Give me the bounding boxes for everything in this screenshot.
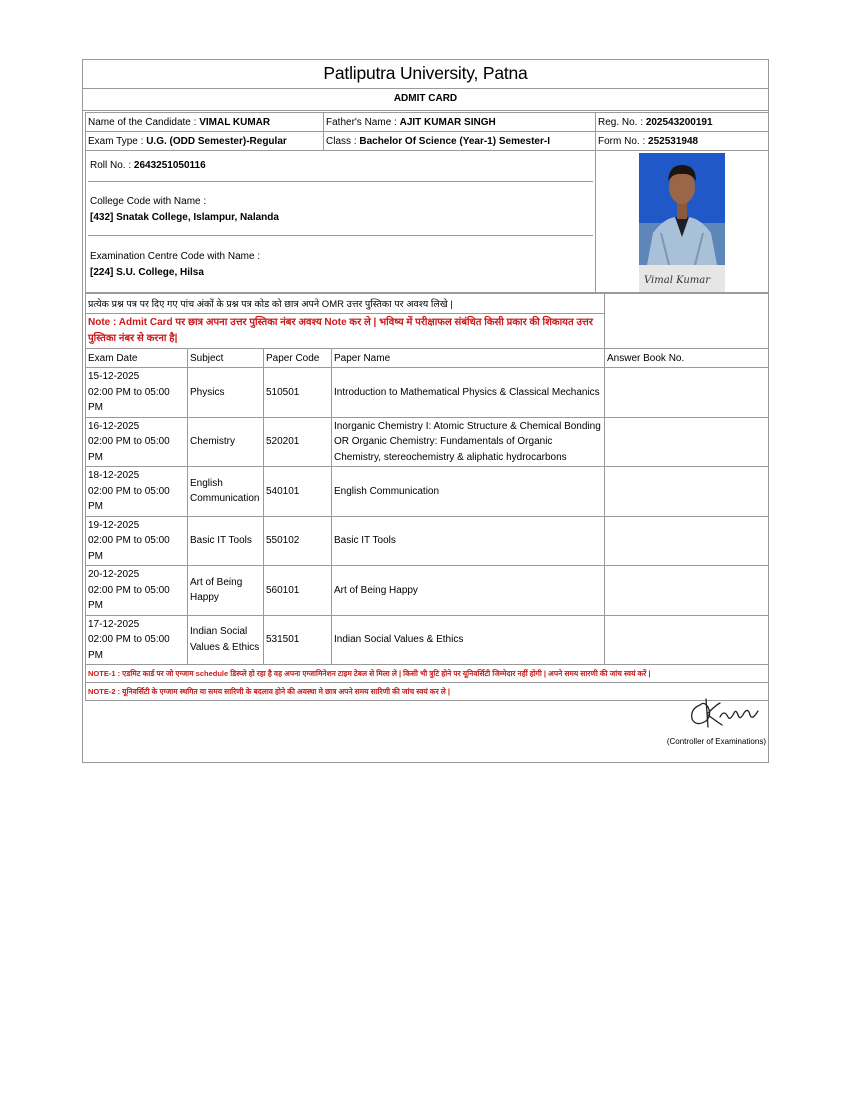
subject: Chemistry xyxy=(188,417,264,467)
form-no-cell xyxy=(596,132,769,151)
photo-cell xyxy=(596,151,769,293)
paper-name: Introduction to Mathematical Physics & Classical Mechanics xyxy=(332,368,605,418)
paper-name: Inorganic Chemistry I: Atomic Structure & Chemical Bonding OR Organic Chemistry: Fundamentals of Organic Chemistry, stereochemistry & aliphatic hydrocarbons xyxy=(332,417,605,467)
exam-date: 17-12-2025 xyxy=(88,618,140,630)
header-paper-code: Paper Code xyxy=(264,349,332,368)
exam-datetime xyxy=(86,467,188,517)
candidate-photo-image xyxy=(639,153,725,292)
class-cell xyxy=(324,132,596,151)
father-name-cell xyxy=(324,113,596,132)
photo-signature-text: Vimal Kumar xyxy=(644,275,710,286)
table-row xyxy=(86,615,769,665)
centre-label: Examination Centre Code with Name : xyxy=(90,251,261,262)
table-row xyxy=(86,368,769,418)
header-answer-book: Answer Book No. xyxy=(605,349,769,368)
instruction-blank-cell xyxy=(605,294,769,349)
father-name-label: Father's Name : xyxy=(326,116,400,128)
table-row xyxy=(86,516,769,566)
paper-code: 560101 xyxy=(264,566,332,616)
exam-datetime xyxy=(86,615,188,665)
form-no: 252531948 xyxy=(648,135,699,147)
exam-table-header xyxy=(86,349,769,368)
exam-time: 02:00 PM to 05:00 PM xyxy=(88,634,170,661)
paper-name: Art of Being Happy xyxy=(332,566,605,616)
candidate-photo xyxy=(639,153,725,292)
exam-time: 02:00 PM to 05:00 PM xyxy=(88,386,170,413)
table-row xyxy=(86,417,769,467)
reg-no-label: Reg. No. : xyxy=(598,116,646,128)
exam-datetime xyxy=(86,566,188,616)
paper-code: 520201 xyxy=(264,417,332,467)
controller-label: (Controller of Examinations) xyxy=(666,737,766,746)
table-row xyxy=(86,566,769,616)
centre-name: [224] S.U. College, Hilsa xyxy=(90,267,204,278)
exam-date: 18-12-2025 xyxy=(88,470,140,481)
roll-no: 2643251050116 xyxy=(133,160,206,171)
paper-name: Indian Social Values & Ethics xyxy=(332,615,605,665)
subject: Basic IT Tools xyxy=(188,516,264,566)
centre-row xyxy=(88,236,593,292)
exam-datetime xyxy=(86,368,188,418)
father-name: AJIT KUMAR SINGH xyxy=(399,116,496,128)
college-row xyxy=(88,182,593,236)
header-paper-name: Paper Name xyxy=(332,349,605,368)
answer-book-no xyxy=(605,566,769,616)
candidate-info-table xyxy=(85,112,769,293)
note-1: NOTE-1 : एडमिट कार्ड पर जो एग्जाम schedule डिस्प्ले हो रहा है वह अपना एग्जामिनेशन टाइम टेबल से मिला ले | किसी भी त्रुटि होने पर यूनिवर्सिटी जिम्मेदार नहीं होगी | अपने समय सारणी की जांच स्वयं करें | xyxy=(86,665,769,683)
exam-type-label: Exam Type : xyxy=(88,135,147,147)
university-title: Patliputra University, Patna xyxy=(83,60,768,89)
roll-no-row xyxy=(88,151,593,182)
college-label: College Code with Name : xyxy=(90,196,207,207)
class-value: Bachelor Of Science (Year-1) Semester-I xyxy=(359,135,550,147)
answer-book-no xyxy=(605,615,769,665)
candidate-name: VIMAL KUMAR xyxy=(199,116,271,128)
answer-book-note: Note : Admit Card पर छात्र अपना उत्तर पुस्तिका नंबर अवश्य Note कर ले | भविष्य में परीक्षाफल संबंधित किसी प्रकार की शिकायत उत्तर पुस्तिका नंबर से करना है| xyxy=(86,314,605,349)
paper-code: 550102 xyxy=(264,516,332,566)
roll-no-label: Roll No. : xyxy=(90,160,134,171)
header-exam-date: Exam Date xyxy=(86,349,188,368)
note-2: NOTE-2 : यूनिवर्सिटी के एग्जाम स्थगित या समय सारिणी के बदलाव होने की अवस्था मे छात्र अपने समय सारिणी की जांच स्वयं कर ले | xyxy=(86,683,769,701)
paper-name: English Communication xyxy=(332,467,605,517)
exam-time: 02:00 PM to 05:00 PM xyxy=(88,535,170,562)
answer-book-no xyxy=(605,417,769,467)
reg-no-cell xyxy=(596,113,769,132)
header-subject: Subject xyxy=(188,349,264,368)
paper-code: 510501 xyxy=(264,368,332,418)
exam-time: 02:00 PM to 05:00 PM xyxy=(88,436,170,463)
hindi-instruction: प्रत्येक प्रश्न पत्र पर दिए गए पांच अंकों के प्रश्न पत्र कोड को छात्र अपने OMR उत्तर पुस्तिका पर अवश्य लिखे | xyxy=(86,294,605,314)
reg-no: 202543200191 xyxy=(645,116,713,128)
answer-book-no xyxy=(605,368,769,418)
paper-name: Basic IT Tools xyxy=(332,516,605,566)
table-row xyxy=(86,467,769,517)
candidate-name-cell xyxy=(86,113,324,132)
exam-datetime xyxy=(86,417,188,467)
admit-card xyxy=(82,59,769,763)
exam-date: 16-12-2025 xyxy=(88,420,140,432)
paper-code: 531501 xyxy=(264,615,332,665)
exam-time: 02:00 PM to 05:00 PM xyxy=(88,584,170,611)
subject: English Communication xyxy=(188,467,264,517)
controller-signature xyxy=(686,695,762,731)
paper-code: 540101 xyxy=(264,467,332,517)
exam-time: 02:00 PM to 05:00 PM xyxy=(88,485,170,512)
details-block xyxy=(86,151,596,293)
exam-date: 20-12-2025 xyxy=(88,569,140,580)
exam-datetime xyxy=(86,516,188,566)
exam-type: U.G. (ODD Semester)-Regular xyxy=(146,135,287,147)
form-no-label: Form No. : xyxy=(598,135,649,147)
exam-date: 19-12-2025 xyxy=(88,519,140,531)
subject: Physics xyxy=(188,368,264,418)
exam-date: 15-12-2025 xyxy=(88,371,140,382)
answer-book-no xyxy=(605,467,769,517)
class-label: Class : xyxy=(326,135,360,147)
admit-card-heading: ADMIT CARD xyxy=(83,89,768,111)
college-name: [432] Snatak College, Islampur, Nalanda xyxy=(90,212,279,223)
exam-schedule-table xyxy=(85,293,769,701)
answer-book-no xyxy=(605,516,769,566)
candidate-name-label: Name of the Candidate : xyxy=(88,116,200,128)
exam-type-cell xyxy=(86,132,324,151)
subject: Indian Social Values & Ethics xyxy=(188,615,264,665)
subject: Art of Being Happy xyxy=(188,566,264,616)
